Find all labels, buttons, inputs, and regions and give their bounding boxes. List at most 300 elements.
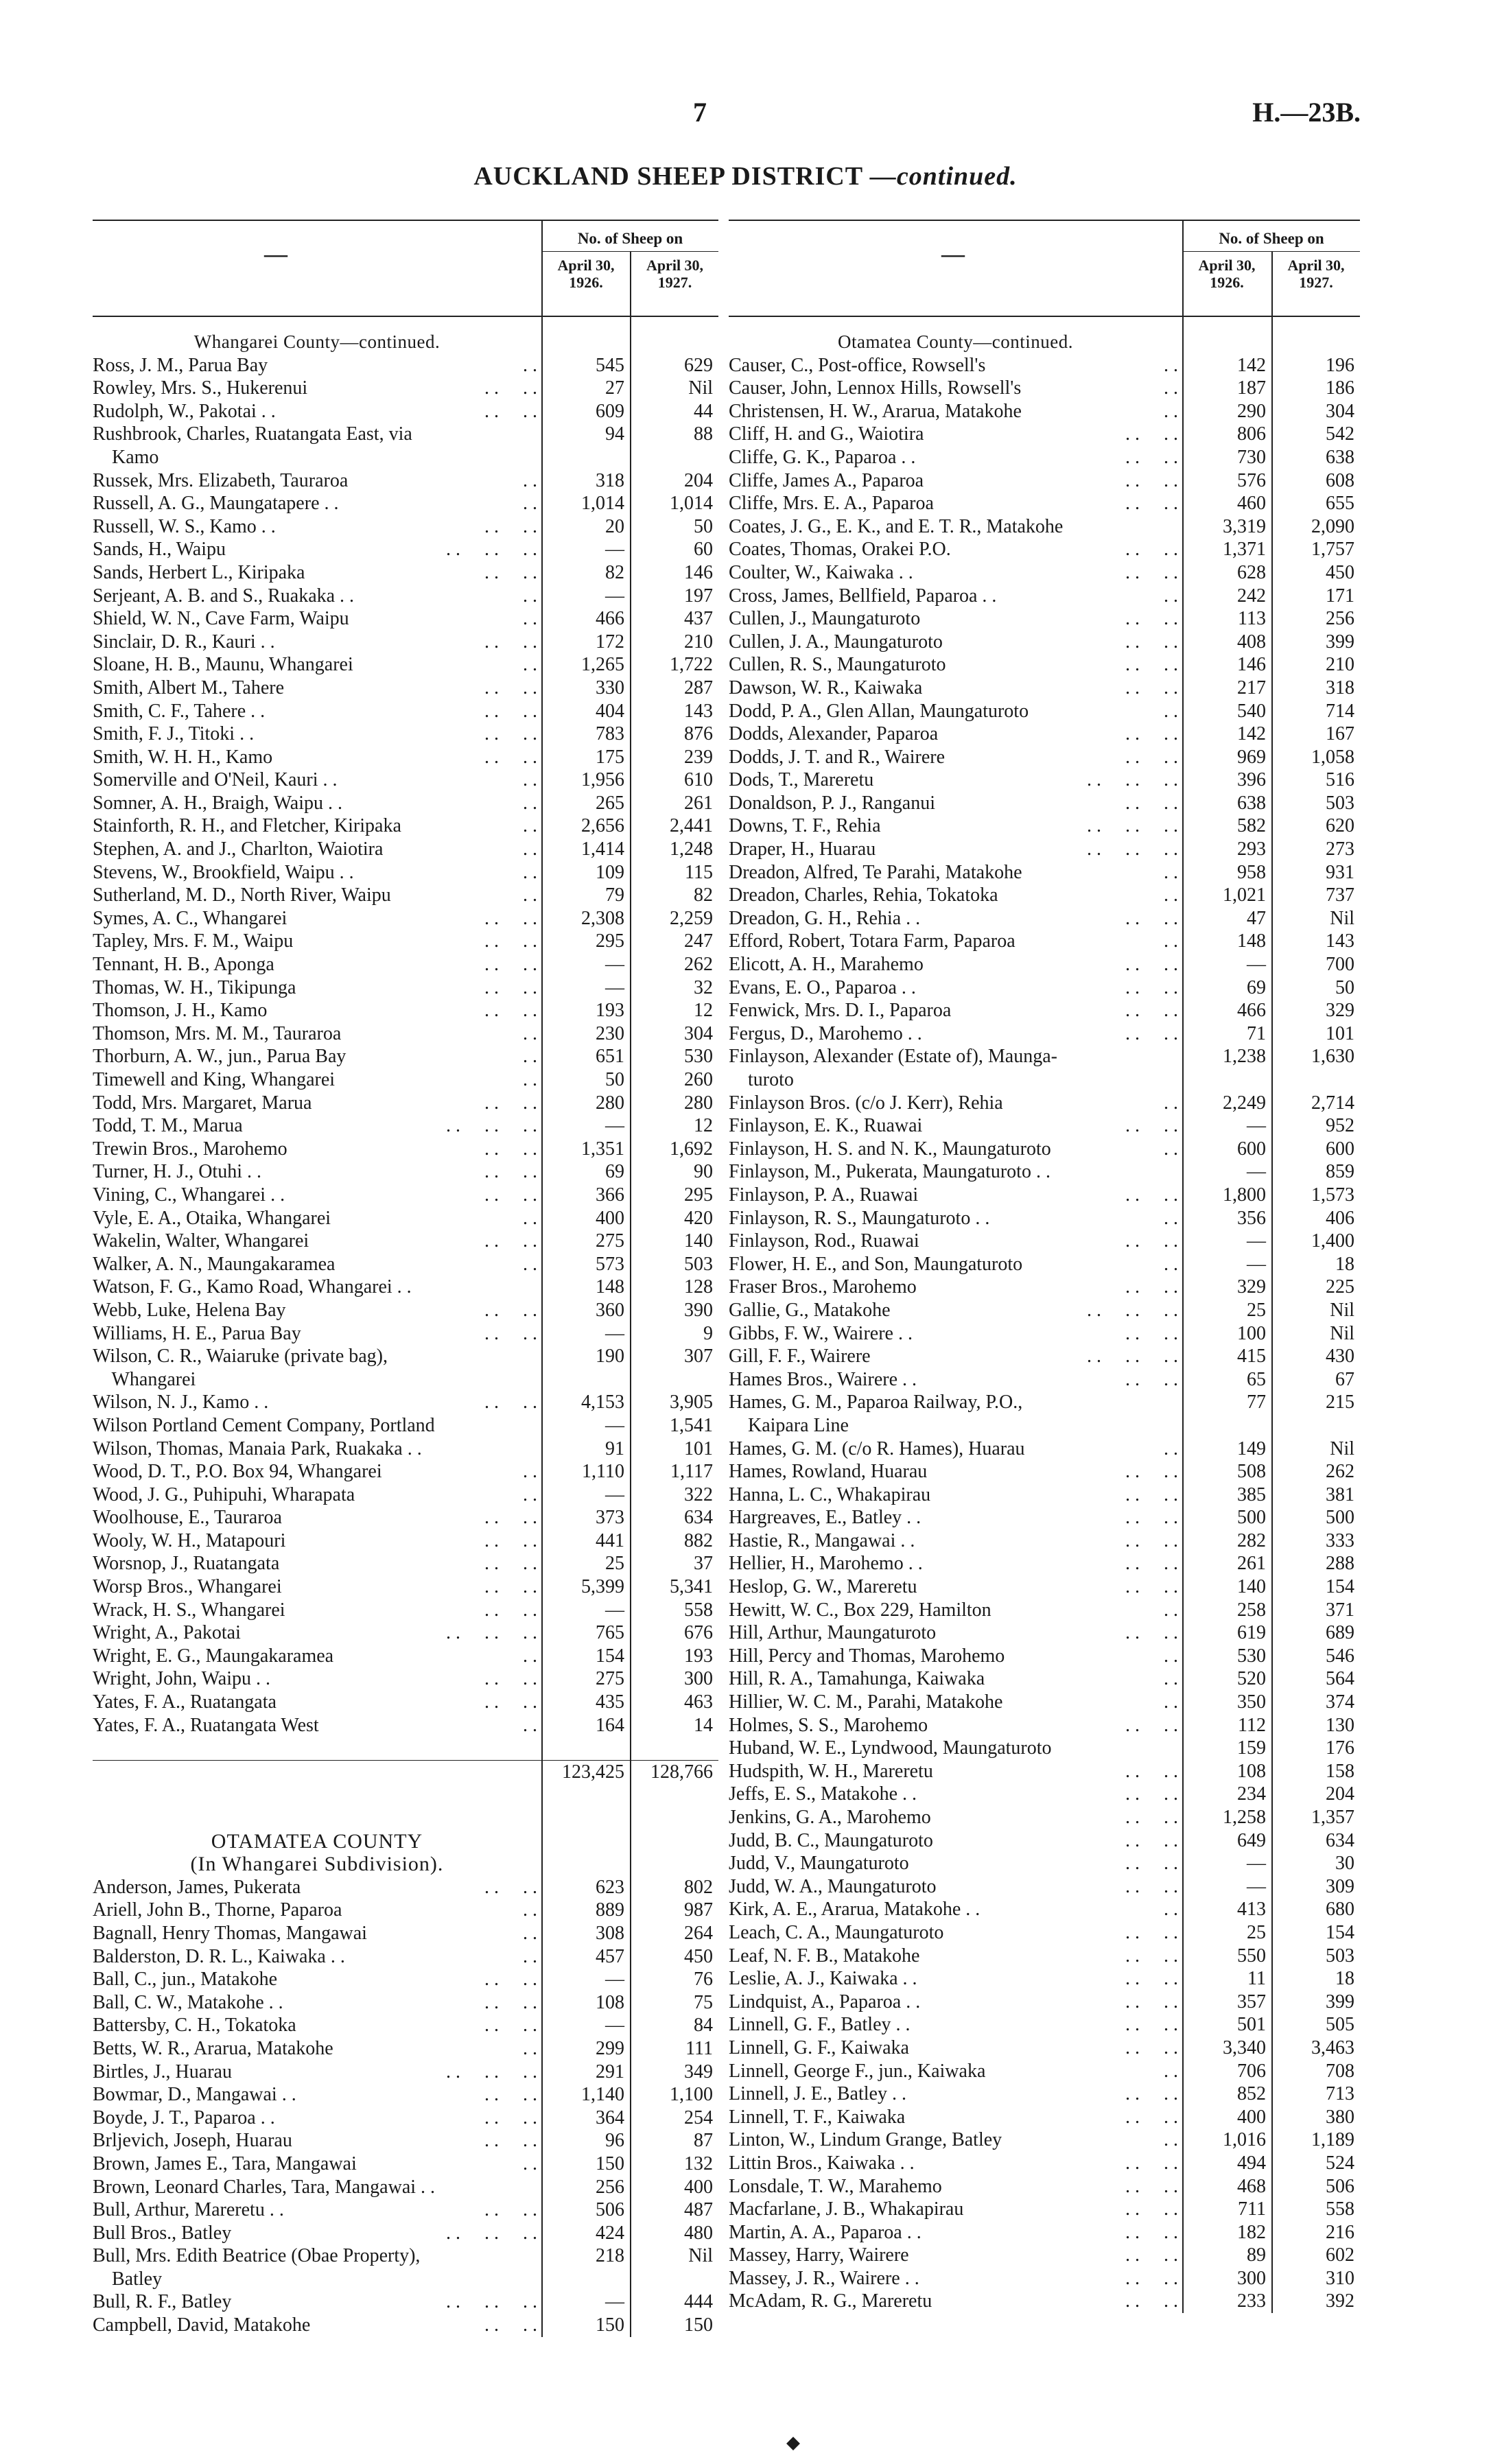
leader-dots: . . . . (484, 1599, 537, 1621)
owner-name (93, 2129, 541, 2152)
sheep-count-1927: 193 (684, 1645, 713, 1667)
leader-dots: . . (1164, 1899, 1178, 1921)
owner-name (729, 1068, 1182, 1092)
sheep-count-1927: 3,463 (1311, 2037, 1354, 2058)
owner-name-text: Christensen, H. W., Ararua, Matakohe (729, 400, 1022, 422)
owner-name-text: Kirk, A. E., Ararua, Matakohe . . (729, 1899, 981, 1921)
left-header-year-1927: April 30, 1927. (646, 257, 704, 291)
leader-dots: . . . . (484, 1553, 537, 1575)
sheep-count-1926: 415 (1237, 1346, 1266, 1368)
leader-dots: . . . . (1125, 1276, 1178, 1298)
sheep-count-1927 (1271, 1068, 1360, 1092)
sheep-count-1926: 290 (1237, 400, 1266, 422)
owner-name-text: Stainforth, R. H., and Fletcher, Kiripaka (93, 815, 401, 837)
sheep-count-1927: 204 (1326, 1783, 1354, 1805)
sheep-count-1926 (1182, 1068, 1271, 1092)
sheep-count-1926: — (605, 1483, 624, 1505)
leader-dots: . . . . (1125, 1945, 1178, 1967)
sheep-count-1926: 282 (1237, 1529, 1266, 1551)
right-table-row (729, 2128, 1360, 2152)
owner-name (93, 1483, 541, 1507)
sheep-count-1926: 360 (596, 1299, 624, 1321)
owner-name (729, 400, 1182, 423)
leader-dots: . . (1164, 1092, 1178, 1114)
sheep-count-1927: 1,248 (670, 838, 713, 860)
leader-dots: . . . . (1125, 1760, 1178, 1782)
owner-name-text: Wilson, Thomas, Manaia Park, Ruakaka . . (93, 1438, 422, 1459)
left-table-row (93, 1138, 718, 1161)
owner-name-text: Watson, F. G., Kamo Road, Whangarei . . (93, 1276, 412, 1298)
sheep-count-1926: 1,956 (581, 769, 624, 791)
sheep-count-1927: 132 (684, 2152, 713, 2174)
right-table-row (729, 607, 1360, 631)
sheep-count-1926: 330 (596, 677, 624, 699)
owner-name (729, 1345, 1182, 1368)
sheep-count-1927: 676 (684, 1622, 713, 1644)
sheep-count-1926: 357 (1237, 1991, 1266, 2013)
owner-name-text: Hames Bros., Wairere . . (729, 1368, 917, 1390)
right-table-row (729, 1483, 1360, 1507)
sheep-count-1927: 2,259 (670, 907, 713, 929)
owner-name (729, 585, 1182, 608)
sheep-count-1927: 450 (1326, 561, 1354, 583)
owner-name-text: Jenkins, G. A., Marohemo (729, 1807, 931, 1828)
owner-name (729, 1414, 1182, 1438)
sheep-count-1926: 318 (596, 469, 624, 491)
owner-name (93, 1253, 541, 1276)
owner-name-text: Huband, W. E., Lyndwood, Maungaturoto (729, 1737, 1052, 1759)
sheep-count-1927: 50 (1335, 976, 1354, 998)
right-table-row (729, 1092, 1360, 1115)
leader-dots: . . . . (484, 377, 537, 399)
owner-name (93, 607, 541, 631)
sheep-count-1926: 466 (596, 608, 624, 630)
leader-dots: . . (1164, 700, 1178, 722)
owner-name (729, 377, 1182, 400)
leader-dots: . . (523, 654, 537, 676)
sheep-count-1926: 25 (1247, 1921, 1266, 1943)
sheep-count-1926: 400 (596, 1207, 624, 1229)
right-table-row (729, 1852, 1360, 1875)
right-table-row (729, 2267, 1360, 2290)
leader-dots: . . (1164, 1207, 1178, 1229)
owner-name (93, 2198, 541, 2222)
sheep-count-1926: 506 (596, 2199, 624, 2221)
owner-name-text: Dodds, J. T. and R., Wairere (729, 746, 946, 768)
owner-name (729, 930, 1182, 953)
owner-name-text: Martin, A. A., Paparoa . . (729, 2221, 921, 2243)
owner-name-text: Sands, Herbert L., Kiripaka (93, 561, 305, 583)
left-table-row (93, 354, 718, 377)
sheep-count-1926: — (605, 1115, 624, 1137)
owner-name (93, 1368, 541, 1392)
left-table-row (93, 2176, 718, 2199)
left-table-row (93, 1276, 718, 1299)
sheep-count-1927: 437 (684, 608, 713, 630)
owner-name (729, 1645, 1182, 1668)
sheep-count-1926: — (605, 2015, 624, 2037)
owner-name (729, 1276, 1182, 1299)
leader-dots: . . . . . . (1087, 1346, 1178, 1368)
sheep-count-1927: 261 (684, 792, 713, 814)
sheep-count-1927: 239 (684, 746, 713, 768)
owner-name-text: Finlayson, M., Pukerata, Maungaturoto . . (729, 1161, 1050, 1183)
sheep-count-1926: — (1247, 1853, 1266, 1875)
owner-name-text: Yates, F. A., Ruatangata West (93, 1714, 319, 1736)
leader-dots: . . (1164, 861, 1178, 883)
leader-dots: . . . . (484, 1392, 537, 1413)
right-table-row (729, 1391, 1360, 1414)
left-table-row (93, 2083, 718, 2107)
owner-name-text: Rowley, Mrs. S., Hukerenui (93, 377, 308, 399)
sheep-count-1926: — (605, 1414, 624, 1436)
sheep-count-1926: 1,258 (1223, 1807, 1266, 1828)
section-heading-text: Otamatea County—continued. (838, 331, 1073, 352)
left-table-row (93, 2152, 718, 2176)
right-table-row (729, 492, 1360, 515)
sheep-count-1926: 69 (605, 1161, 624, 1183)
right-sheep-table (729, 220, 1360, 2313)
sheep-count-1926: 1,414 (581, 838, 624, 860)
leader-dots: . . . . (1125, 1529, 1178, 1551)
left-table-row (93, 1230, 718, 1253)
owner-name (93, 1207, 541, 1230)
sheep-count-1927: 167 (1326, 723, 1354, 745)
right-table-row (729, 1991, 1360, 2014)
left-table-row (93, 1438, 718, 1461)
sheep-count-1927: 390 (684, 1299, 713, 1321)
leader-dots: . . . . (484, 2199, 537, 2221)
leader-dots: . . (523, 1645, 537, 1667)
owner-name-text: Hargreaves, E., Batley . . (729, 1507, 921, 1529)
owner-name (729, 1967, 1182, 1991)
right-section-heading (729, 331, 1360, 354)
owner-name-text: Somerville and O'Neil, Kauri . . (93, 769, 338, 791)
owner-name (729, 1045, 1182, 1068)
left-table-row (93, 1621, 718, 1645)
right-header-sheep-on: No. of Sheep on (1183, 226, 1360, 252)
right-table-row (729, 1783, 1360, 1806)
owner-name (93, 1645, 541, 1668)
sheep-count-1927: 558 (1326, 2198, 1354, 2220)
leader-dots: . . . . . . (1087, 1299, 1178, 1321)
leader-dots: . . . . (484, 2130, 537, 2152)
owner-name (729, 1460, 1182, 1483)
leader-dots: . . . . . . (446, 2291, 537, 2313)
sheep-count-1927: 273 (1326, 838, 1354, 860)
owner-name (729, 2037, 1182, 2060)
left-table-row (93, 1667, 718, 1691)
owner-name-text: Linnell, G. F., Batley . . (729, 2014, 911, 2036)
sheep-count-1926: 500 (1237, 1507, 1266, 1529)
owner-name (729, 561, 1182, 585)
right-table-body (729, 317, 1360, 2313)
owner-name-text: Finlayson, H. S. and N. K., Maungaturoto (729, 1138, 1051, 1160)
right-table-row (729, 2037, 1360, 2060)
left-table-row (93, 1322, 718, 1346)
sheep-count-1926: 20 (605, 515, 624, 537)
left-table-row (93, 838, 718, 861)
leader-dots: . . (1164, 1691, 1178, 1713)
leader-dots: . . . . (1125, 907, 1178, 929)
owner-name-text: Kamo (93, 446, 159, 468)
owner-name-text: Bull, Arthur, Mareretu . . (93, 2199, 284, 2221)
sheep-count-1926: — (1247, 1230, 1266, 1252)
sheep-count-1926: 261 (1237, 1553, 1266, 1575)
sheep-count-1926: 258 (1237, 1599, 1266, 1621)
right-table-row (729, 1138, 1360, 1161)
left-table-row (93, 1599, 718, 1622)
right-table-row (729, 2290, 1360, 2313)
owner-name-text: Woolhouse, E., Tauraroa (93, 1507, 282, 1529)
owner-name-text: Finlayson Bros. (c/o J. Kerr), Rehia (729, 1092, 1003, 1114)
owner-name-text: Finlayson, R. S., Maungaturoto . . (729, 1207, 990, 1229)
sheep-count-1926 (541, 1368, 630, 1392)
owner-name-text: Massey, Harry, Wairere (729, 2244, 909, 2266)
leader-dots: . . . . (1125, 469, 1178, 491)
right-table-row (729, 999, 1360, 1022)
owner-name-text: Somner, A. H., Braigh, Waipu . . (93, 792, 342, 814)
sheep-count-1927: 310 (1326, 2267, 1354, 2289)
owner-name-text: Dawson, W. R., Kaiwaka (729, 677, 923, 699)
sheep-count-1927: 399 (1326, 631, 1354, 653)
owner-name (729, 976, 1182, 1000)
leader-dots: . . . . (1125, 561, 1178, 583)
sheep-count-1926: 172 (596, 631, 624, 653)
leader-dots: . . (1164, 585, 1178, 607)
right-table-row (729, 2244, 1360, 2267)
leader-dots: . . . . . . (446, 1622, 537, 1644)
owner-name (729, 999, 1182, 1022)
owner-name-text: Batley (93, 2268, 163, 2290)
left-table-row (93, 768, 718, 792)
sheep-count-1927: 130 (1326, 1714, 1354, 1736)
leader-dots: . . . . (484, 1576, 537, 1598)
left-table-row (93, 1368, 718, 1392)
sheep-count-1926: 1,021 (1223, 884, 1266, 906)
owner-name-text: Smith, Albert M., Tahere (93, 677, 285, 699)
owner-name-text: Leach, C. A., Maungaturoto (729, 1921, 944, 1943)
section-heading-text: OTAMATEA COUNTY (211, 1829, 423, 1853)
left-table-row (93, 1645, 718, 1668)
right-table-row (729, 1368, 1360, 1392)
owner-name-text: Wright, John, Waipu . . (93, 1668, 270, 1690)
owner-name-text: Worsp Bros., Whangarei (93, 1576, 282, 1598)
owner-name (729, 1760, 1182, 1783)
owner-name (729, 2221, 1182, 2244)
right-table-row (729, 1829, 1360, 1853)
owner-name-text: Russell, A. G., Maungatapere . . (93, 493, 339, 515)
left-table-body (93, 317, 718, 2337)
owner-name (93, 585, 541, 608)
owner-name (93, 746, 541, 769)
owner-name-text: Lonsdale, T. W., Marahemo (729, 2175, 942, 2197)
leader-dots: . . . . (1125, 1991, 1178, 2013)
owner-name-text: Causer, C., Post-office, Rowsell's (729, 354, 986, 376)
right-table-row (729, 423, 1360, 446)
sheep-count-1926: 530 (1237, 1645, 1266, 1667)
leader-dots: . . . . (1125, 677, 1178, 699)
leader-dots: . . . . (484, 1092, 537, 1114)
owner-name-text: Dreadon, Alfred, Te Parahi, Matakohe (729, 861, 1022, 883)
owner-name (729, 2198, 1182, 2221)
left-table-row (93, 1529, 718, 1553)
owner-name (93, 561, 541, 585)
sheep-count-1927: 463 (684, 1691, 713, 1713)
owner-name-text: Hanna, L. C., Whakapirau (729, 1483, 931, 1505)
owner-name-text: Finlayson, P. A., Ruawai (729, 1184, 919, 1206)
sheep-count-1927: 5,341 (670, 1576, 713, 1598)
owner-name-text: Hames, G. M. (c/o R. Hames), Huarau (729, 1438, 1025, 1459)
owner-name (729, 723, 1182, 746)
owner-name-text: Cullen, R. S., Maungaturoto (729, 654, 946, 676)
owner-name (93, 2107, 541, 2130)
owner-name-text: Williams, H. E., Parua Bay (93, 1322, 301, 1344)
left-table-row (93, 561, 718, 585)
owner-name (93, 723, 541, 746)
sheep-count-1926: 265 (596, 792, 624, 814)
sheep-count-1927: 115 (685, 861, 713, 883)
leader-dots: . . (523, 608, 537, 630)
left-header-divider-2 (630, 251, 631, 316)
sheep-count-1926: 47 (1247, 907, 1266, 929)
owner-name-text: Holmes, S. S., Marohemo (729, 1714, 928, 1736)
sheep-count-1927: 1,100 (670, 2084, 713, 2106)
sheep-count-1927: 506 (1326, 2175, 1354, 2197)
sheep-count-1926: 649 (1237, 1829, 1266, 1851)
right-table-row (729, 814, 1360, 838)
right-table-row (729, 746, 1360, 769)
sheep-count-1927: 1,189 (1311, 2129, 1354, 2151)
owner-name-text: Causer, John, Lennox Hills, Rowsell's (729, 377, 1022, 399)
sheep-count-1927: 610 (684, 769, 713, 791)
owner-name (729, 1299, 1182, 1322)
sheep-count-1926: — (1247, 1115, 1266, 1137)
leader-dots: . . (1164, 1599, 1178, 1621)
owner-name (729, 1783, 1182, 1806)
leader-dots: . . (523, 585, 537, 607)
right-table-row (729, 792, 1360, 815)
sheep-count-1927: 450 (684, 1945, 713, 1967)
owner-name-text: Smith, W. H. H., Kamo (93, 746, 273, 768)
right-table-row (729, 700, 1360, 723)
leader-dots: . . . . (1125, 1783, 1178, 1805)
leader-dots: . . . . (1125, 539, 1178, 561)
sheep-count-1927: 12 (694, 1115, 713, 1137)
owner-name (729, 1575, 1182, 1599)
sheep-count-1926: 373 (596, 1507, 624, 1529)
owner-name-text: Cliffe, Mrs. E. A., Paparoa (729, 493, 934, 515)
sheep-count-1927: 546 (1326, 1645, 1354, 1667)
left-table-row (93, 631, 718, 654)
owner-name-text: Hill, R. A., Tamahunga, Kaiwaka (729, 1668, 985, 1690)
sheep-count-1926: 3,319 (1223, 515, 1266, 537)
sheep-count-1926: 82 (605, 561, 624, 583)
sheep-count-1927: Nil (1330, 1438, 1354, 1459)
leader-dots: . . . . (1125, 2244, 1178, 2266)
owner-name (93, 1230, 541, 1253)
owner-name-text: Battersby, C. H., Tokatoka (93, 2015, 296, 2037)
owner-name-text: Hastie, R., Mangawai . . (729, 1529, 915, 1551)
sheep-count-1927: 60 (694, 539, 713, 561)
sheep-count-1927: Nil (688, 377, 713, 399)
owner-name-text: Cliff, H. and G., Waiotira (729, 423, 924, 445)
leader-dots: . . . . (484, 400, 537, 422)
sheep-count-1927: 288 (1326, 1553, 1354, 1575)
owner-name-text: Finlayson, Rod., Ruawai (729, 1230, 919, 1252)
owner-name (93, 1391, 541, 1414)
leader-dots: . . (523, 1207, 537, 1229)
sheep-count-1926: 146 (1237, 654, 1266, 676)
sheep-count-1927: 1,757 (1311, 539, 1354, 561)
sheep-count-1926: 576 (1237, 469, 1266, 491)
sheep-count-1926: 441 (596, 1529, 624, 1551)
sheep-count-1926: 5,399 (581, 1576, 624, 1598)
sheep-count-1927: 608 (1326, 469, 1354, 491)
leader-dots: . . . . . . (446, 539, 537, 561)
owner-name (93, 2222, 541, 2245)
owner-name (729, 884, 1182, 907)
right-table-row (729, 976, 1360, 1000)
right-table-row (729, 884, 1360, 907)
leader-dots: . . (523, 861, 537, 883)
sheep-count-1926: 159 (1237, 1737, 1266, 1759)
left-table-row (93, 1552, 718, 1575)
leader-dots: . . . . (1125, 1968, 1178, 1990)
sheep-count-1927: 708 (1326, 2060, 1354, 2082)
owner-name (93, 1022, 541, 1046)
right-table-row (729, 907, 1360, 930)
sheep-count-1927: 216 (1326, 2221, 1354, 2243)
leader-dots: . . . . (1125, 1483, 1178, 1505)
sheep-count-1926: 404 (596, 700, 624, 722)
sheep-count-1927: 882 (684, 1529, 713, 1551)
owner-name (93, 700, 541, 723)
leader-dots: . . . . (484, 1184, 537, 1206)
leader-dots: . . (523, 1069, 537, 1090)
owner-name (729, 677, 1182, 700)
sheep-count-1927: 516 (1326, 769, 1354, 791)
left-table-row (93, 515, 718, 539)
left-spacer (93, 1807, 718, 1830)
sheep-count-1927: 247 (684, 930, 713, 952)
right-table-row (729, 677, 1360, 700)
sheep-count-1926: 91 (605, 1438, 624, 1459)
leader-dots: . . . . (484, 1000, 537, 1022)
owner-name (729, 1160, 1182, 1184)
leader-dots: . . . . (1125, 954, 1178, 976)
right-table-row (729, 930, 1360, 953)
owner-name-text: Cullen, J. A., Maungaturoto (729, 631, 943, 653)
sheep-count-1926: 154 (596, 1645, 624, 1667)
owner-name-text: Boyde, J. T., Paparoa . . (93, 2107, 275, 2128)
owner-name (93, 1968, 541, 1991)
owner-name (93, 907, 541, 930)
sheep-count-1926: — (605, 1599, 624, 1621)
owner-name-text: Linnell, T. F., Kaiwaka (729, 2106, 906, 2128)
leader-dots: . . . . (484, 1322, 537, 1344)
owner-name (93, 1899, 541, 1922)
owner-name (729, 1391, 1182, 1414)
owner-name (729, 1506, 1182, 1529)
owner-name (93, 354, 541, 377)
sheep-count-1926: 256 (596, 2176, 624, 2198)
sheep-count-1927: 2,441 (670, 815, 713, 837)
owner-name-text: Bull Bros., Batley (93, 2222, 232, 2244)
sheep-count-1926: 408 (1237, 631, 1266, 653)
sheep-count-1927: 50 (694, 515, 713, 537)
sheep-count-1926: 609 (596, 400, 624, 422)
